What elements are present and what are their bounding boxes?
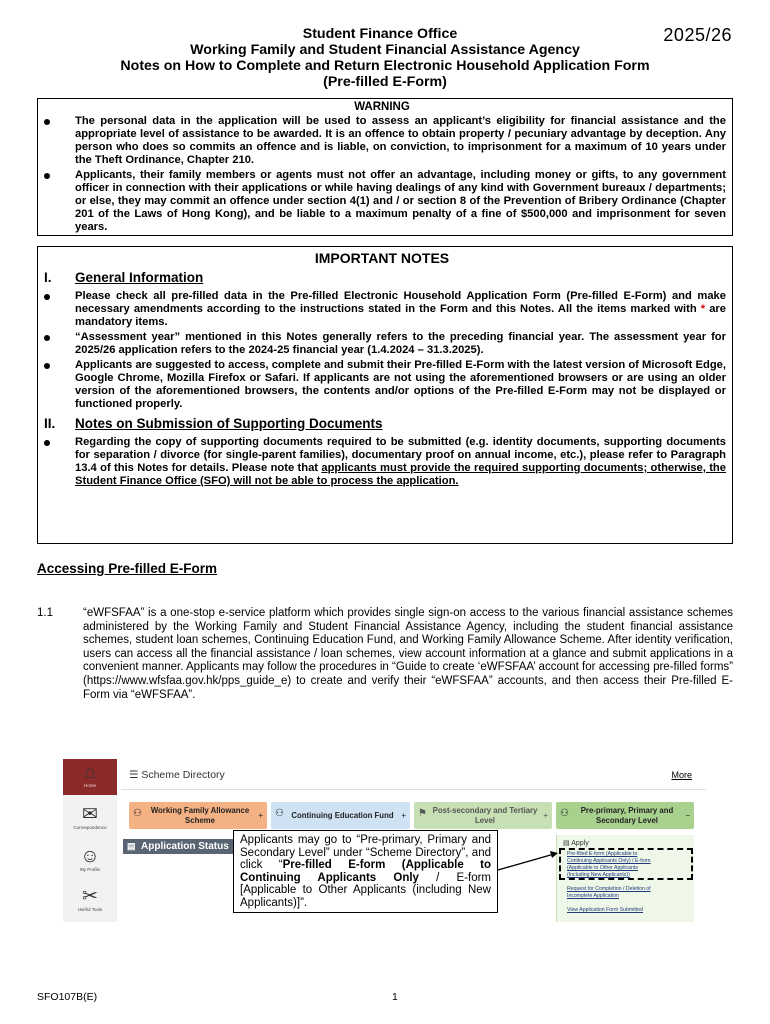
important-notes-box: [37, 246, 733, 544]
tab-pre-primary-primary-secondary: ⚇ Pre-primary, Primary and Secondary Level −: [556, 802, 694, 829]
scheme-directory-title: ☰ Scheme Directory: [129, 769, 225, 781]
warning-title: WARNING: [354, 101, 410, 113]
section-heading: II. Notes on Submission of Supporting Documents: [44, 416, 383, 431]
tab-continuing-education-fund: ⚇ Continuing Education Fund +: [271, 802, 410, 829]
divider: [121, 789, 706, 790]
note-item: Applicants are suggested to access, complete and submit their Pre-filled E-Form with the latest version of Microsoft Edge, Google Chrome, Mozilla Firefox or Safari. If applicants are not using the aforementioned browsers or are using an older version of the aforementioned browsers, the contents and/or options of the Pre-filled E-Form may not be displayed or functioned properly.: [38, 359, 726, 411]
directory-icon: ☰: [129, 769, 139, 781]
tab-working-family-allowance: ⚇ Working Family Allowance Scheme +: [129, 802, 267, 829]
mandatory-star: *: [700, 303, 706, 315]
home-tile: ⌂ Home: [63, 759, 117, 795]
section-heading: I. General Information: [44, 270, 204, 285]
tools-icon: ✂: [82, 886, 98, 907]
highlight-dashed-box: [559, 848, 693, 880]
bullet-icon: [44, 335, 50, 341]
portal-sidebar: ⌂ Home ✉ Correspondence ☺ My Profile ✂ Useful Tools: [63, 759, 117, 922]
tab-post-secondary: ⚑ Post-secondary and Tertiary Level +: [414, 802, 552, 829]
graduation-icon: ⚑: [418, 808, 427, 819]
agency-name: Working Family and Student Financial Assistance Agency: [190, 42, 580, 58]
document-subtitle: (Pre-filled E-Form): [323, 74, 447, 90]
paragraph-text: “eWFSFAA” is a one-stop e-service platform which provides single sign-on access to the various financial assistance schemes administered by the Working Family and Student Financial Assistance Agency, including the student financial assistance schemes, student loan schemes, Continuing Education Fund, and Working Family Allowance Scheme. After identity verification, users can access all the financial assistance / loan schemes, view account information at a glance and submit applications in a convenient manner. Applicants may follow the procedures in “Guide to create ‘eWFSFAA’ account for accessing pre-filled forms” (https://www.wfsfaa.gov.hk/pps_guide_e) to create and verify their “eWFSFAA” accounts, and then access their Pre-filled E-Form via “eWFSFAA”.: [83, 607, 733, 701]
status-icon: ▤: [127, 841, 136, 851]
bullet-icon: [44, 119, 50, 125]
document-title: Notes on How to Complete and Return Electronic Household Application Form: [120, 58, 650, 74]
note-item: “Assessment year” mentioned in this Notes generally refers to the preceding financial year. The assessment year for 2025/26 application refers to the 2024-25 financial year (1.4.2024 – 31.3.2025).: [38, 331, 726, 357]
bullet-icon: [44, 294, 50, 300]
apply-panel: ▤ Apply Pre-filled E-form (Applicable to Continuing Applicants Only) / E-form (Applicable to Other Applicants (Including New Applicants)) Request for Completion / Deletion of Incomplete Application View Application Form Submitted: [556, 835, 694, 922]
plus-icon: +: [401, 811, 406, 820]
page-number: 1: [392, 991, 398, 1003]
warning-item: Applicants, their family members or agents must not offer an advantage, including money or gifts, to any government officer in connection with their applications or while having dealings of any kind with Government bureaux / departments; or else, they may commit an offence under section 4(1) and / or section 8 of the Prevention of Bribery Ordinance (Chapter 201 of the Laws of Hong Kong), and be liable to a maximum penalty of a fine of $500,000 and imprisonment for seven years.: [38, 169, 726, 234]
paragraph-number: 1.1: [37, 607, 53, 619]
people-icon: ⚇: [133, 808, 142, 819]
important-notes-title: IMPORTANT NOTES: [314, 250, 450, 266]
office-name: Student Finance Office: [302, 26, 458, 42]
home-icon: ⌂: [84, 762, 96, 783]
warning-box: [37, 98, 733, 236]
note-item: Please check all pre-filled data in the Pre-filled Electronic Household Application Form (Pre-filled E-Form) and make necessary amendments according to the instructions stated in the Form and this Notes. All the items marked with * are mandatory items.: [38, 290, 726, 329]
minus-icon: −: [685, 811, 690, 820]
paragraph-1-1: [37, 607, 733, 702]
people-icon: ⚇: [275, 808, 284, 819]
bullet-icon: [44, 440, 50, 446]
bullet-icon: [44, 173, 50, 179]
academic-year: 2025/26: [663, 25, 732, 45]
plus-icon: +: [258, 811, 263, 820]
document-header: [0, 26, 770, 90]
callout-box: Applicants may go to “Pre-primary, Primary and Secondary Level” under “Scheme Directory”, and click “Pre-filled E-form (Applicable to Continuing Applicants Only / E-form [Applicable to Other Applicants (including New Applicants)]”.: [233, 830, 498, 913]
warning-item: The personal data in the application will be used to assess an applicant’s eligibility for financial assistance and the appropriate level of assistance to be awarded. It is an offence to obtain property / pecuniary advantage by deception. Any person who does so commits an offence and is liable, on conviction, to imprisonment for a maximum of 10 years under the Theft Ordinance, Chapter 210.: [38, 115, 726, 167]
children-icon: ⚇: [560, 808, 569, 819]
apply-label: ▤ Apply: [563, 840, 589, 847]
form-code: SFO107B(E): [37, 991, 98, 1003]
more-link: More: [671, 770, 692, 780]
mail-icon: ✉: [82, 804, 98, 825]
note-item: Regarding the copy of supporting documents required to be submitted (e.g. identity documents, supporting documents for separation / divorce (for single-parent families), documentary proof on annual income, etc.), please refer to Paragraph 13.4 of this Notes for details. Please note that applicants must provide the required supporting documents; otherwise, the Student Finance Office (SFO) will not be able to process the application.: [38, 436, 726, 488]
plus-icon: +: [543, 811, 548, 820]
application-status-bar: ▤ Application Status: [123, 839, 243, 854]
section-title-accessing: Accessing Pre-filled E-Form: [37, 561, 218, 576]
bullet-icon: [44, 363, 50, 369]
callout-arrow: [498, 848, 560, 878]
user-icon: ☺: [80, 846, 100, 867]
